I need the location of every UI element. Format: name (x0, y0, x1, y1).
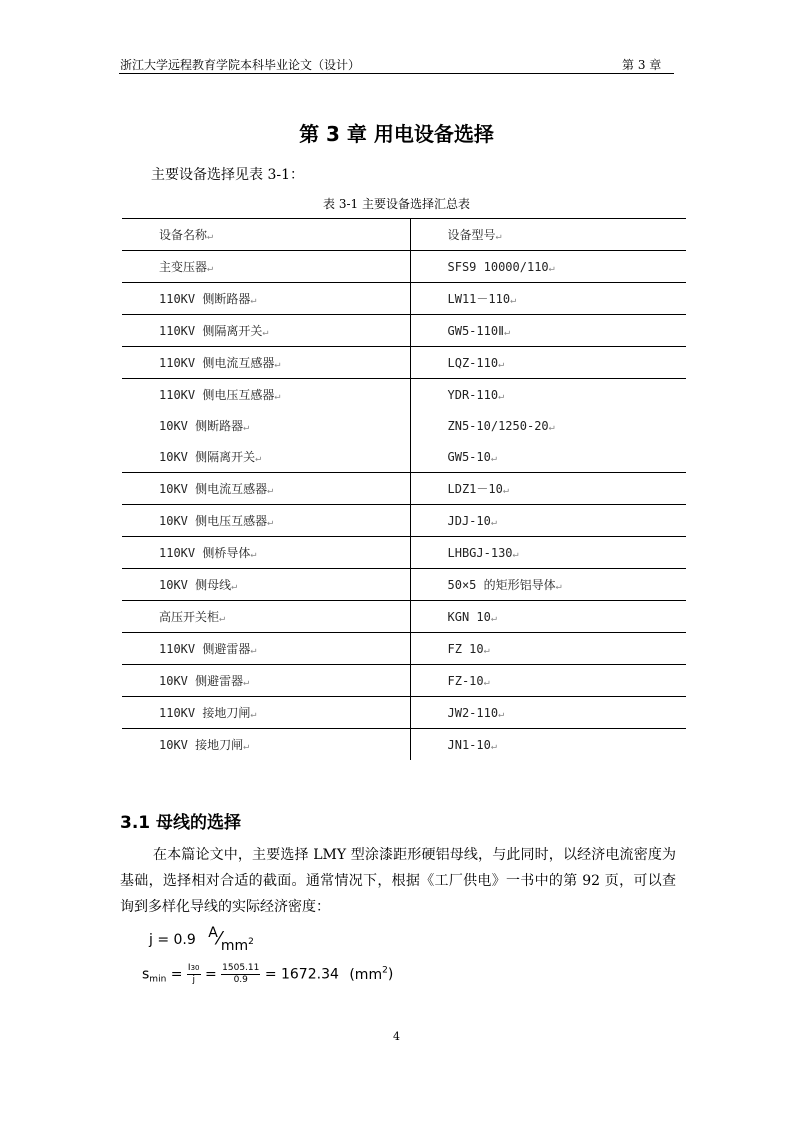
table-row (122, 379, 686, 411)
equipment-model-text: LW11－110 (447, 292, 511, 306)
header-cell-name (122, 219, 410, 251)
cell-equipment-model (410, 697, 686, 729)
cell-equipment-name (122, 410, 410, 441)
formula2-frac2-den: 0.9 (233, 975, 248, 985)
section-paragraph: 在本篇论文中，主要选择 LMY 型涂漆距形硬铝母线，与此同时，以经济电流密度为基础，选择相对合适的截面。通常情况下，根据《工厂供电》一书中的第 92 页，可以查询到多样化导线的实际经济密度： (120, 847, 676, 915)
paragraph-mark-icon: ↵ (250, 645, 257, 656)
paragraph-mark-icon: ↵ (267, 485, 274, 496)
formula-min-section (142, 963, 393, 986)
formula1-unit-num: A (208, 925, 218, 941)
paragraph-mark-icon: ↵ (231, 581, 238, 592)
cell-equipment-name (122, 729, 410, 761)
equipment-name-text: 110KV 侧断路器 (159, 292, 251, 306)
formula2-frac2-num: 1505.11 (222, 963, 260, 973)
cell-equipment-name (122, 473, 410, 505)
equipment-model-text: LHBGJ-130 (447, 545, 513, 560)
cell-equipment-model (410, 601, 686, 633)
equipment-model-text: KGN 10 (447, 609, 491, 624)
equipment-name-text: 110KV 侧桥导体 (159, 546, 251, 560)
equipment-name-text: 110KV 侧避雷器 (159, 642, 251, 656)
paragraph-mark-icon: ↵ (490, 740, 497, 752)
cell-equipment-name (122, 665, 410, 697)
table-row (122, 251, 686, 283)
cell-equipment-model (410, 729, 686, 761)
paragraph-mark-icon: ↵ (503, 326, 511, 338)
paragraph-mark-icon: ↵ (548, 262, 555, 274)
cell-equipment-model (410, 505, 686, 537)
table-caption: 表 3-1 主要设备选择汇总表 (323, 197, 470, 211)
formula2-eq1: = (170, 966, 183, 983)
paragraph-mark-icon: ↵ (498, 358, 505, 370)
paragraph-mark-icon: ↵ (502, 485, 509, 496)
formula1-unit-den: mm (220, 938, 249, 954)
equipment-table (122, 218, 686, 760)
paragraph-mark-icon: ↵ (243, 422, 250, 433)
cell-equipment-model (410, 410, 686, 441)
cell-equipment-name (122, 697, 410, 729)
cell-equipment-name (122, 505, 410, 537)
header-name-text: 设备名称 (159, 228, 208, 242)
running-header-title: 浙江大学远程教育学院本科毕业论文（设计） (120, 58, 361, 72)
paragraph-mark-icon: ↵ (490, 612, 497, 624)
equipment-name-text: 10KV 侧隔离开关 (159, 450, 256, 464)
paragraph-mark-icon: ↵ (243, 677, 250, 688)
cell-equipment-model (410, 665, 686, 697)
intro-text: 主要设备选择见表 3-1： (151, 167, 304, 183)
table-row (122, 537, 686, 569)
formula-current-density (149, 925, 254, 954)
cell-equipment-name (122, 601, 410, 633)
cell-equipment-model (410, 569, 686, 601)
paragraph-mark-icon: ↵ (490, 452, 497, 464)
equipment-model-text: ZN5-10/1250-20 (447, 418, 549, 433)
equipment-model-text: GW5-10 (447, 449, 491, 464)
cell-equipment-name (122, 251, 410, 283)
equipment-table-body (122, 219, 686, 761)
cell-equipment-name (122, 633, 410, 665)
equipment-model-text: GW5-110Ⅱ (447, 323, 504, 338)
paragraph-mark-icon: ↵ (250, 709, 257, 720)
cell-equipment-name (122, 347, 410, 379)
paragraph-mark-icon: ↵ (510, 295, 517, 306)
formula1-lhs: j = 0.9 (149, 932, 196, 948)
table-row (122, 569, 686, 601)
table-row (122, 315, 686, 347)
cell-equipment-model (410, 537, 686, 569)
section-heading: 3.1 母线的选择 (120, 813, 242, 833)
paragraph-mark-icon: ↵ (243, 741, 250, 752)
paragraph-mark-icon: ↵ (498, 708, 505, 720)
formula2-unit-close: ) (387, 966, 394, 983)
paragraph-mark-icon: ↵ (255, 453, 262, 464)
formula2-eq2: = (204, 966, 217, 983)
paragraph-mark-icon: ↵ (207, 231, 214, 242)
header-divider (119, 73, 674, 74)
equipment-name-text: 10KV 侧电压互感器 (159, 514, 268, 528)
formula1-slash: ⁄ (217, 928, 221, 949)
equipment-model-text: SFS9 10000/110 (447, 259, 549, 274)
equipment-name-text: 110KV 侧隔离开关 (159, 324, 263, 338)
table-row (122, 441, 686, 473)
paragraph-mark-icon: ↵ (498, 390, 505, 402)
formula2-frac2 (221, 963, 260, 986)
equipment-model-text: JDJ-10 (447, 513, 491, 528)
paragraph-mark-icon: ↵ (274, 391, 281, 402)
paragraph-mark-icon: ↵ (548, 421, 555, 433)
cell-equipment-model (410, 473, 686, 505)
cell-equipment-name (122, 441, 410, 473)
table-row (122, 410, 686, 441)
cell-equipment-model (410, 315, 686, 347)
formula2-frac1-num-text: I (187, 963, 191, 973)
equipment-name-text: 110KV 接地刀闸 (159, 706, 251, 720)
table-row (122, 505, 686, 537)
table-row (122, 729, 686, 761)
table-row (122, 633, 686, 665)
cell-equipment-model (410, 283, 686, 315)
paragraph-mark-icon: ↵ (262, 327, 269, 338)
page-number: 4 (393, 1030, 400, 1043)
paragraph-mark-icon: ↵ (483, 644, 490, 656)
paragraph-mark-icon: ↵ (250, 295, 257, 306)
formula2-frac1-num-sub: 30 (190, 964, 200, 972)
equipment-name-text: 主变压器 (159, 260, 208, 274)
cell-equipment-model (410, 251, 686, 283)
paragraph-mark-icon: ↵ (207, 263, 214, 274)
formula2-unit: (mm (349, 966, 383, 983)
paragraph-mark-icon: ↵ (250, 549, 257, 560)
running-header-chapter: 第 3 章 (622, 58, 662, 72)
header-model-text: 设备型号 (447, 228, 496, 242)
paragraph-mark-icon: ↵ (274, 359, 281, 370)
paragraph-mark-icon: ↵ (495, 231, 502, 242)
paragraph-mark-icon: ↵ (512, 548, 519, 560)
formula2-frac1-num (187, 963, 201, 975)
equipment-model-text: FZ-10 (447, 673, 484, 688)
paragraph-mark-icon: ↵ (483, 676, 490, 688)
equipment-model-text: JN1-10 (447, 737, 491, 752)
table-row (122, 347, 686, 379)
equipment-model-text: LQZ-110 (447, 355, 499, 370)
table-row (122, 283, 686, 315)
cell-equipment-model (410, 379, 686, 411)
cell-equipment-model (410, 441, 686, 473)
equipment-name-text: 10KV 侧电流互感器 (159, 482, 268, 496)
table-row (122, 697, 686, 729)
cell-equipment-name (122, 283, 410, 315)
cell-equipment-model (410, 347, 686, 379)
formula2-lhs: s (142, 966, 150, 983)
table-row (122, 601, 686, 633)
equipment-model-text: LDZ1－10 (447, 482, 503, 496)
cell-equipment-name (122, 569, 410, 601)
equipment-model-text: FZ 10 (447, 641, 484, 656)
equipment-model-text: JW2-110 (447, 705, 499, 720)
equipment-name-text: 10KV 侧断路器 (159, 419, 244, 433)
header-cell-model (410, 219, 686, 251)
equipment-name-text: 高压开关柜 (159, 610, 220, 624)
paragraph-mark-icon: ↵ (219, 613, 226, 624)
equipment-name-text: 10KV 侧避雷器 (159, 674, 244, 688)
chapter-title: 第 3 章 用电设备选择 (299, 122, 494, 146)
cell-equipment-name (122, 537, 410, 569)
formula2-result: = 1672.34 (264, 966, 339, 983)
equipment-name-text: 110KV 侧电压互感器 (159, 388, 275, 402)
formula2-lhs-sub: min (149, 974, 167, 985)
table-header-row (122, 219, 686, 251)
formula1-unit-exp: 2 (248, 937, 254, 947)
equipment-model-text: 50×5 的矩形铝导体 (447, 578, 556, 592)
paragraph-mark-icon: ↵ (267, 517, 274, 528)
table-row (122, 473, 686, 505)
equipment-model-text: YDR-110 (447, 387, 499, 402)
paragraph-mark-icon: ↵ (490, 516, 497, 528)
formula2-frac1-den: j (192, 975, 195, 985)
equipment-name-text: 10KV 接地刀闸 (159, 738, 244, 752)
formula2-frac1 (187, 963, 201, 986)
table-row (122, 665, 686, 697)
formula2-unit-exp: 2 (382, 965, 388, 976)
cell-equipment-name (122, 315, 410, 347)
paragraph-mark-icon: ↵ (555, 581, 562, 592)
cell-equipment-model (410, 633, 686, 665)
equipment-name-text: 10KV 侧母线 (159, 578, 232, 592)
equipment-name-text: 110KV 侧电流互感器 (159, 356, 275, 370)
cell-equipment-name (122, 379, 410, 411)
